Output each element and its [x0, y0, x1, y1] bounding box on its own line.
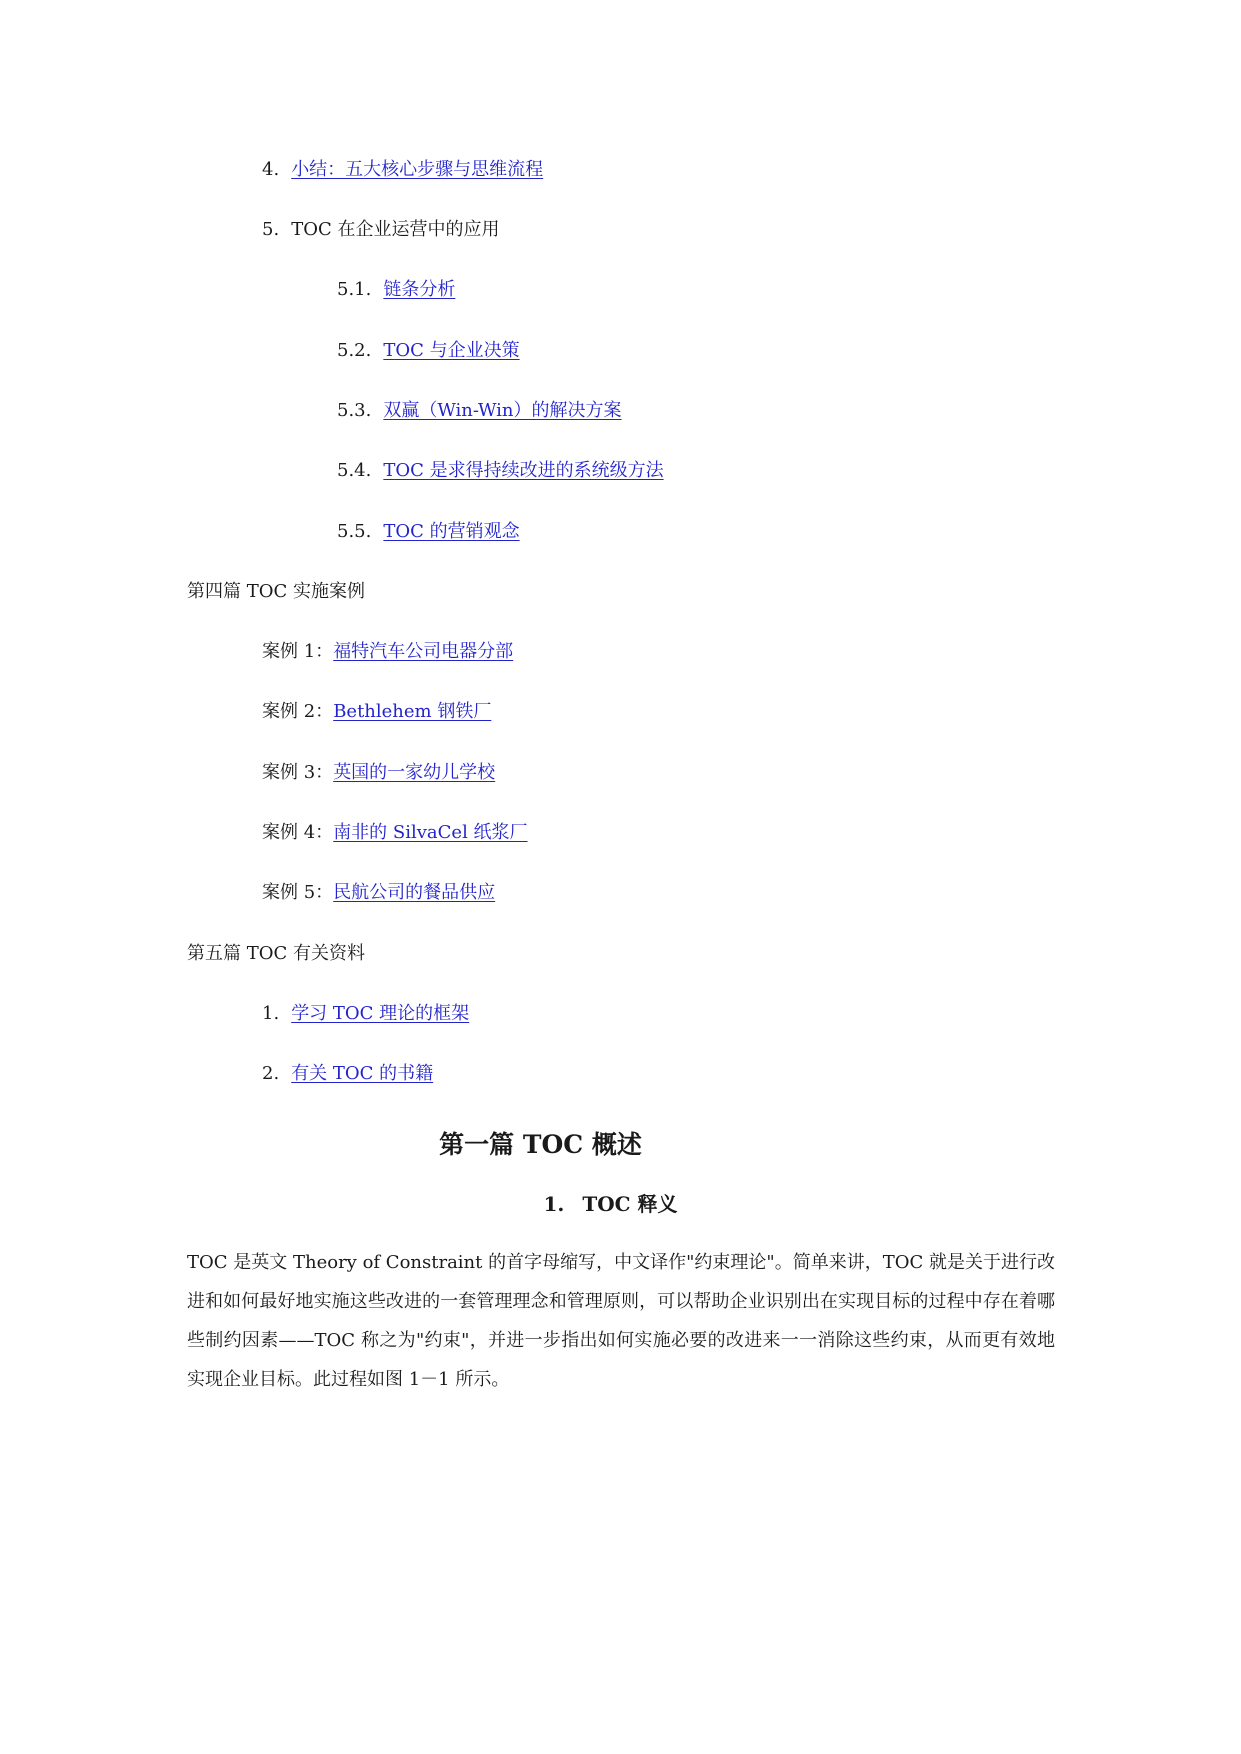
part-heading: 第四篇 TOC 实施案例	[187, 581, 365, 602]
toc-item-4	[262, 157, 543, 183]
toc-part-5	[187, 941, 365, 967]
toc-resource-1	[262, 1001, 469, 1027]
toc-link-books[interactable]: 有关 TOC 的书籍	[291, 1063, 434, 1084]
section-number: 1.	[543, 1192, 565, 1216]
toc-number: 5.	[262, 219, 280, 240]
toc-number: 5.1.	[337, 279, 372, 300]
body-paragraph: TOC 是英文 Theory of Constraint 的首字母缩写，中文译作"约束理论"。简单来讲，TOC 就是关于进行改进和如何最好地实施这些改进的一套管理理念和管理原则，可以帮助企业识别出在实现目标的过程中存在着哪些制约因素——TOC 称之为"约束"，并进一步指出如何实施必要的改进来一一消除这些约束，从而更有效地实现企业目标。此过程如图 1－1 所示。	[187, 1252, 1055, 1390]
toc-item-5-1	[337, 277, 455, 303]
toc-link-marketing[interactable]: TOC 的营销观念	[383, 521, 520, 542]
section-title: TOC 释义	[582, 1192, 678, 1216]
toc-case-1	[262, 639, 513, 665]
case-label: 案例 1：	[262, 641, 334, 662]
toc-link-continuous-improvement[interactable]: TOC 是求得持续改进的系统级方法	[383, 460, 664, 481]
toc-case-3	[262, 760, 495, 786]
part-heading: 第五篇 TOC 有关资料	[187, 943, 365, 964]
toc-link-case-school[interactable]: 英国的一家幼儿学校	[333, 762, 496, 783]
toc-part-4	[187, 579, 365, 605]
toc-text-application: TOC 在企业运营中的应用	[291, 219, 500, 240]
toc-number: 5.4.	[337, 460, 372, 481]
toc-number: 1.	[262, 1003, 280, 1024]
case-label: 案例 3：	[262, 762, 334, 783]
toc-case-4	[262, 820, 528, 846]
toc-item-5-4	[337, 458, 664, 484]
toc-link-chain-analysis[interactable]: 链条分析	[383, 279, 456, 300]
toc-item-5-2	[337, 338, 520, 364]
chapter-title: 第一篇 TOC 概述	[439, 1130, 642, 1159]
toc-link-summary[interactable]: 小结：五大核心步骤与思维流程	[291, 159, 544, 180]
toc-case-5	[262, 880, 495, 906]
toc-number: 5.3.	[337, 400, 372, 421]
toc-case-2	[262, 699, 491, 725]
toc-item-5-5	[337, 519, 520, 545]
toc-number: 5.2.	[337, 340, 372, 361]
toc-number: 5.5.	[337, 521, 372, 542]
toc-number: 2.	[262, 1063, 280, 1084]
toc-number: 4.	[262, 159, 280, 180]
case-label: 案例 2：	[262, 701, 334, 722]
case-label: 案例 5：	[262, 882, 334, 903]
toc-item-5-3	[337, 398, 622, 424]
toc-link-case-airline[interactable]: 民航公司的餐品供应	[333, 882, 496, 903]
toc-link-case-ford[interactable]: 福特汽车公司电器分部	[333, 641, 514, 662]
case-label: 案例 4：	[262, 822, 334, 843]
section-heading	[0, 1190, 1241, 1218]
toc-link-case-bethlehem[interactable]: Bethlehem 钢铁厂	[333, 701, 492, 722]
toc-resource-2	[262, 1061, 433, 1087]
toc-link-framework[interactable]: 学习 TOC 理论的框架	[291, 1003, 470, 1024]
toc-link-decision[interactable]: TOC 与企业决策	[383, 340, 520, 361]
toc-link-case-silvacel[interactable]: 南非的 SilvaCel 纸浆厂	[333, 822, 528, 843]
toc-link-win-win[interactable]: 双赢（Win-Win）的解决方案	[383, 400, 622, 421]
toc-item-5	[262, 217, 499, 243]
